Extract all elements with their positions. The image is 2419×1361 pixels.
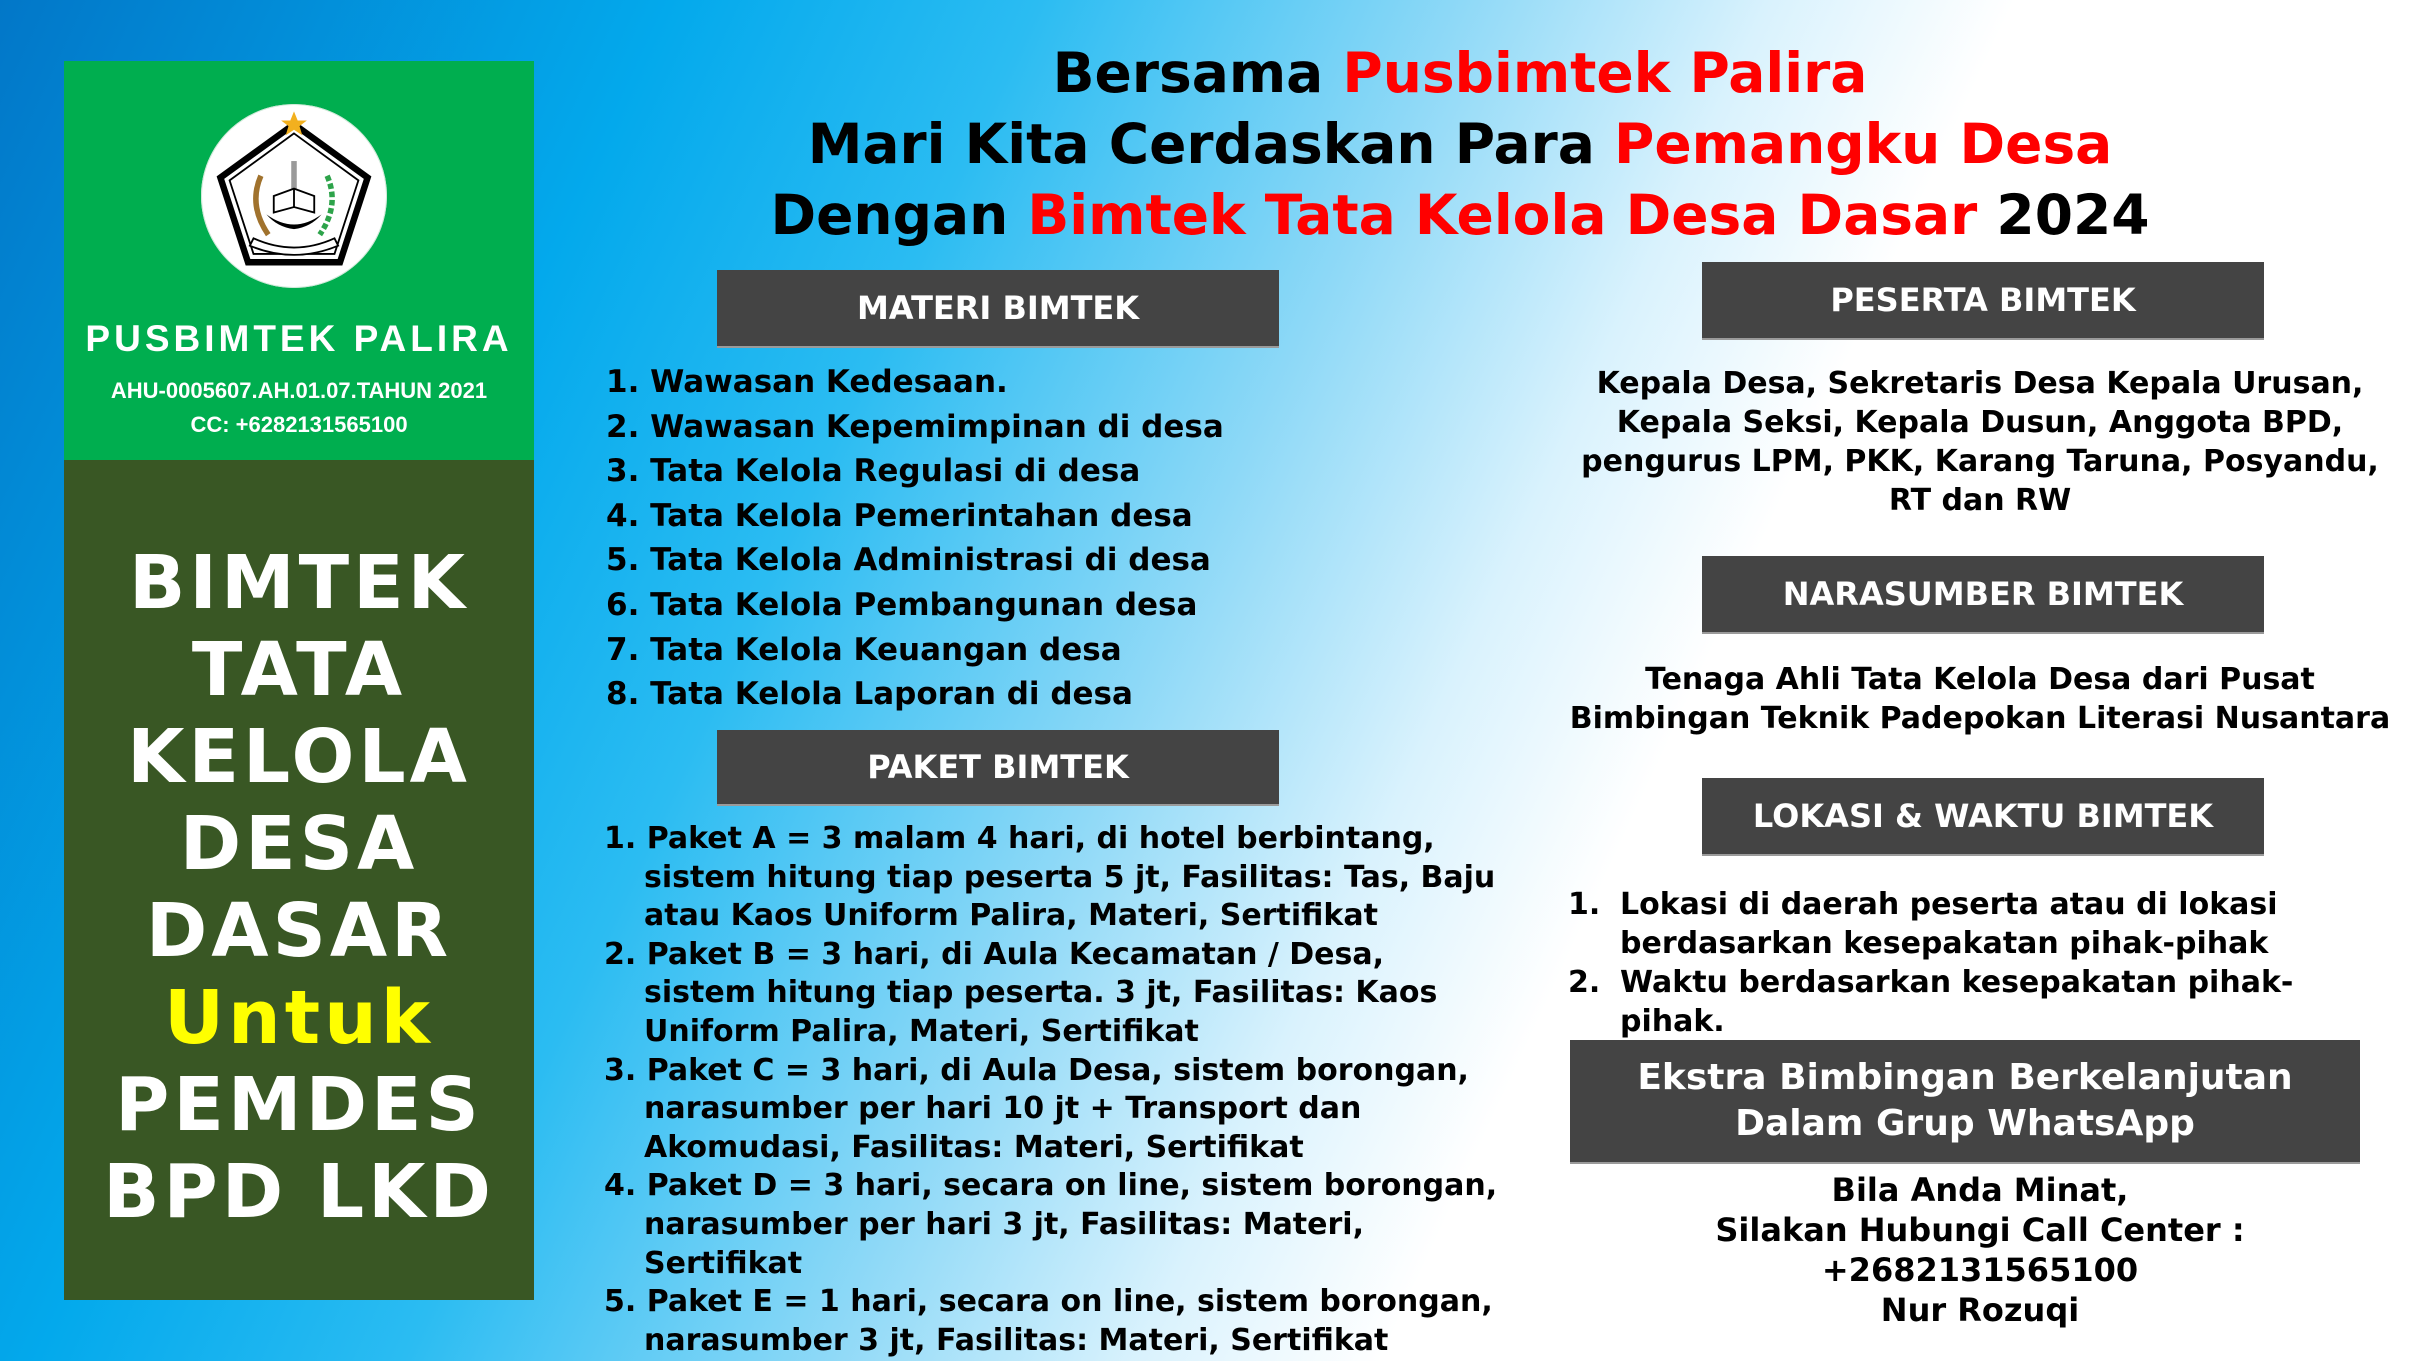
materi-heading: MATERI BIMTEK xyxy=(717,270,1279,348)
whatsapp-group-banner: Ekstra Bimbingan Berkelanjutan Dalam Grup WhatsApp xyxy=(1570,1040,2360,1164)
call-center-number: CC: +6282131565100 xyxy=(190,412,408,437)
list-item: 1. Paket A = 3 malam 4 hari, di hotel berbintang, sistem hitung tiap peserta 5 jt, Fasilitas: Tas, Baju atau Kaos Uniform Palira, Materi, Sertifikat xyxy=(604,821,1496,934)
title-line: DASAR xyxy=(145,888,453,974)
narasumber-description: Tenaga Ahli Tata Kelola Desa dari Pusat Bimbingan Teknik Padepokan Literasi Nusantara xyxy=(1569,662,2391,736)
peserta-heading: PESERTA BIMTEK xyxy=(1702,262,2264,340)
headline-line-3: Dengan Bimtek Tata Kelola Desa Dasar 2024 xyxy=(770,183,2150,247)
title-line: DESA xyxy=(179,801,419,887)
title-line: PEMDES xyxy=(115,1062,483,1148)
list-item: 2. Wawasan Kepemimpinan di desa xyxy=(606,408,1224,445)
list-item: 2. Waktu berdasarkan kesepakatan pihak-pihak. xyxy=(1568,965,2294,1039)
title-line: BIMTEK xyxy=(129,540,469,626)
list-item: 3. Tata Kelola Regulasi di desa xyxy=(606,453,1141,490)
title-line: KELOLA xyxy=(127,714,471,800)
pusbimtek-palira-emblem-icon xyxy=(201,104,387,288)
title-line: TATA xyxy=(191,627,407,713)
list-item: 2. Paket B = 3 hari, di Aula Kecamatan / Desa, sistem hitung tiap peserta. 3 jt, Fasilitas: Kaos Uniform Palira, Materi, Sertifikat xyxy=(604,936,1438,1049)
list-item: 1. Lokasi di daerah peserta atau di lokasi berdasarkan kesepakatan pihak-pihak xyxy=(1568,887,2278,961)
org-name: PUSBIMTEK PALIRA xyxy=(85,318,513,359)
list-item: 1. Wawasan Kedesaan. xyxy=(606,364,1008,400)
headline xyxy=(620,38,2300,251)
list-item: 6. Tata Kelola Pembangunan desa xyxy=(606,586,1198,623)
list-item: 4. Tata Kelola Pemerintahan desa xyxy=(606,497,1193,534)
paket-heading: PAKET BIMTEK xyxy=(717,730,1279,806)
list-item: 3. Paket C = 3 hari, di Aula Desa, sistem borongan, narasumber per hari 10 jt + Transport dan Akomudasi, Fasilitas: Materi, Sertifikat xyxy=(604,1052,1469,1165)
list-item: 8. Tata Kelola Laporan di desa xyxy=(606,676,1133,713)
materi-list xyxy=(606,360,1224,717)
list-item: 5. Paket E = 1 hari, secara on line, sistem borongan, narasumber 3 jt, Fasilitas: Materi, Sertifikat xyxy=(604,1284,1493,1358)
registration-number: AHU-0005607.AH.01.07.TAHUN 2021 xyxy=(110,378,488,403)
contact-info xyxy=(1560,1170,2400,1330)
list-item: 7. Tata Kelola Keuangan desa xyxy=(606,631,1122,668)
contact-person: Nur Rozuqi xyxy=(1880,1291,2080,1329)
title-accent: Untuk xyxy=(163,975,435,1061)
list-item: 5. Tata Kelola Administrasi di desa xyxy=(606,542,1211,579)
contact-call-center: Silakan Hubungi Call Center : +2682131565100 xyxy=(1715,1211,2245,1289)
headline-line-2: Mari Kita Cerdaskan Para Pemangku Desa xyxy=(807,112,2113,176)
peserta-description: Kepala Desa, Sekretaris Desa Kepala Urusan, Kepala Seksi, Kepala Dusun, Anggota BPD, pengurus LPM, PKK, Karang Taruna, Posyandu, RT dan RW xyxy=(1581,366,2379,518)
headline-line-1: Bersama Pusbimtek Palira xyxy=(1052,41,1868,105)
contact-intro: Bila Anda Minat, xyxy=(1831,1171,2129,1209)
list-item: 4. Paket D = 3 hari, secara on line, sistem borongan, narasumber per hari 3 jt, Fasilitas: Materi, Sertifikat xyxy=(604,1168,1498,1281)
program-title xyxy=(64,540,534,1236)
paket-list xyxy=(604,820,1504,1360)
title-line: BPD LKD xyxy=(103,1149,495,1235)
narasumber-heading: NARASUMBER BIMTEK xyxy=(1702,556,2264,634)
lokasi-heading: LOKASI & WAKTU BIMTEK xyxy=(1702,778,2264,856)
lokasi-list xyxy=(1568,885,2388,1041)
